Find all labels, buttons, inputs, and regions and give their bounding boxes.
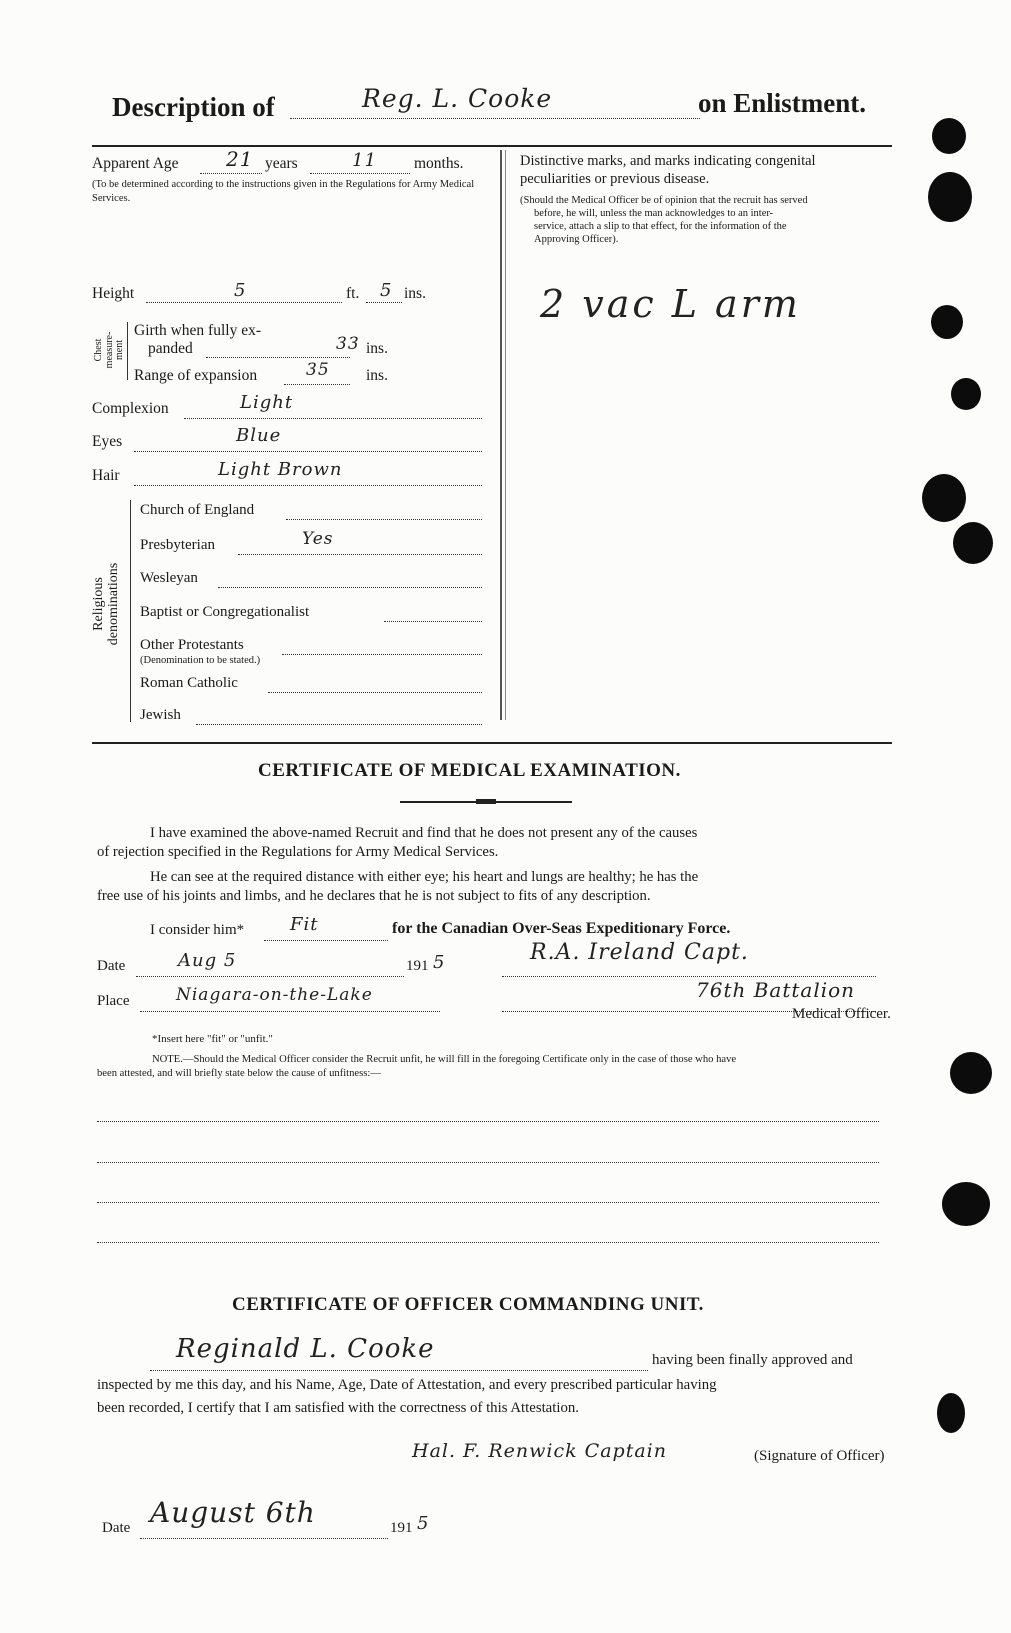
ft-label: ft. — [346, 285, 360, 302]
punch-hole — [932, 118, 966, 154]
eyes-dotline — [134, 451, 482, 452]
ins-label: ins. — [404, 285, 426, 302]
unfit-note-line1: NOTE.—Should the Medical Officer consider the Recruit unfit, he will fill in the foregoing Certificate only in the case of those who have — [152, 1054, 737, 1065]
girth-label-1: Girth when fully ex- — [134, 322, 261, 339]
medical-date-value: Aug 5 — [178, 950, 237, 971]
medical-year-prefix: 191 — [406, 958, 429, 974]
age-years-value: 21 — [226, 147, 254, 171]
commanding-line2: inspected by me this day, and his Name, Age, Date of Attestation, and every prescribed particular having — [97, 1377, 717, 1393]
catholic-dotline — [268, 692, 482, 693]
other-protestants: Other Protestants — [140, 637, 244, 653]
punch-hole — [931, 305, 963, 339]
medical-place-label: Place — [97, 993, 130, 1009]
medical-para1-line2: of rejection specified in the Regulations for Army Medical Services. — [97, 844, 499, 860]
fit-value: Fit — [290, 914, 319, 935]
medical-place-dotline — [140, 1011, 440, 1012]
height-label: Height — [92, 285, 135, 302]
eyes-label: Eyes — [92, 433, 123, 450]
girth-dotline — [206, 357, 350, 358]
religion-side-label: Religious denominations — [91, 562, 121, 646]
column-divider — [505, 150, 506, 720]
column-divider — [500, 150, 502, 720]
medical-officer-signature: R.A. Ireland Capt. — [530, 940, 749, 965]
unfitness-line — [97, 1121, 879, 1122]
marks-note-4: Approving Officer). — [534, 234, 619, 245]
marks-note-1: (Should the Medical Officer be of opinion that the recruit has served — [520, 195, 808, 206]
insert-note: *Insert here "fit" or "unfit." — [152, 1033, 273, 1045]
title-underline-mark — [476, 799, 496, 804]
presbyterian: Presbyterian — [140, 537, 215, 553]
medical-date-label: Date — [97, 958, 126, 974]
punch-hole — [953, 522, 993, 564]
unfitness-line — [97, 1242, 879, 1243]
medical-year-suffix: 5 — [433, 952, 446, 973]
name-dotline — [290, 118, 700, 119]
wesleyan: Wesleyan — [140, 570, 198, 586]
age-years-dotline — [200, 173, 262, 174]
complexion-dotline — [184, 418, 482, 419]
presbyterian-value: Yes — [302, 529, 334, 549]
marks-value: 2 vac L arm — [540, 282, 801, 326]
commanding-date-value: August 6th — [150, 1496, 316, 1529]
baptist-dotline — [384, 621, 482, 622]
range-dotline — [284, 384, 350, 385]
commanding-recruit-name: Reginald L. Cooke — [176, 1334, 435, 1364]
age-note: (To be determined according to the instructions given in the Regulations for Army Medical Services. — [92, 179, 475, 204]
marks-note-3: service, attach a slip to that effect, for the information of the — [534, 221, 787, 232]
height-ft-dotline — [146, 302, 342, 303]
punch-hole — [950, 1052, 992, 1094]
medical-para2-line2: free use of his joints and limbs, and he declares that he is not subject to fits of any description. — [97, 888, 651, 904]
presbyterian-dotline — [238, 554, 482, 555]
punch-hole — [928, 172, 972, 222]
medical-date-dotline — [136, 976, 404, 977]
apparent-age-label: Apparent Age — [92, 155, 179, 172]
medical-title: CERTIFICATE OF MEDICAL EXAMINATION. — [258, 760, 681, 781]
unfitness-line — [97, 1202, 879, 1203]
months-label: months. — [414, 155, 464, 172]
commanding-line1-tail: having been finally approved and — [652, 1352, 853, 1368]
consider-label: I consider him* — [150, 922, 245, 938]
other-note: (Denomination to be stated.) — [140, 655, 261, 666]
range-label: Range of expansion — [134, 367, 258, 384]
medical-place-value: Niagara-on-the-Lake — [176, 985, 373, 1005]
commanding-year-suffix: 5 — [417, 1513, 430, 1534]
hair-dotline — [134, 485, 482, 486]
commanding-signature-label: (Signature of Officer) — [754, 1448, 885, 1464]
age-months-value: 11 — [352, 150, 377, 171]
medical-officer-label: Medical Officer. — [792, 1006, 891, 1022]
height-ins-value: 5 — [380, 280, 393, 301]
medical-para1-line1: I have examined the above-named Recruit and find that he does not present any of the causes — [150, 825, 698, 841]
force-label: for the Canadian Over-Seas Expeditionary Force. — [392, 920, 731, 937]
jewish: Jewish — [140, 707, 181, 723]
battalion-value: 76th Battalion — [696, 978, 856, 1002]
complexion-value: Light — [240, 392, 294, 413]
section-rule — [92, 742, 892, 744]
other-dotline — [282, 654, 482, 655]
chest-label: Chest measure-ment — [93, 331, 125, 369]
commanding-name-dotline — [150, 1370, 648, 1371]
hair-label: Hair — [92, 467, 120, 484]
commanding-date-dotline — [140, 1538, 388, 1539]
recruit-name: Reg. L. Cooke — [362, 84, 553, 113]
age-months-dotline — [310, 173, 410, 174]
commanding-signature: Hal. F. Renwick Captain — [412, 1440, 667, 1462]
marks-title-2: peculiarities or previous disease. — [520, 171, 710, 187]
on-enlistment-label: on Enlistment. — [698, 88, 867, 118]
eyes-value: Blue — [236, 425, 282, 446]
range-value: 35 — [306, 360, 330, 380]
religion-brace — [130, 500, 131, 722]
punch-hole — [937, 1393, 965, 1433]
chest-brace — [127, 322, 128, 380]
wesleyan-dotline — [218, 587, 482, 588]
commanding-line3: been recorded, I certify that I am satisfied with the correctness of this Attestation. — [97, 1400, 579, 1416]
jewish-dotline — [196, 724, 482, 725]
church-dotline — [286, 519, 482, 520]
punch-hole — [951, 378, 981, 410]
commanding-title: CERTIFICATE OF OFFICER COMMANDING UNIT. — [232, 1294, 704, 1315]
marks-note-2: before, he will, unless the man acknowledges to an inter- — [534, 208, 774, 219]
punch-hole — [942, 1182, 990, 1226]
hair-value: Light Brown — [218, 459, 343, 480]
commanding-year-prefix: 191 — [390, 1520, 413, 1536]
girth-unit: ins. — [366, 340, 388, 357]
commanding-date-label: Date — [102, 1520, 131, 1536]
complexion-label: Complexion — [92, 400, 169, 417]
punch-hole — [922, 474, 966, 522]
height-ft-value: 5 — [234, 280, 247, 301]
baptist: Baptist or Congregationalist — [140, 604, 310, 620]
girth-value: 33 — [336, 334, 360, 354]
height-ins-dotline — [366, 302, 402, 303]
top-rule — [92, 145, 892, 147]
medical-signature-dotline — [502, 976, 876, 977]
years-label: years — [265, 155, 298, 172]
roman-catholic: Roman Catholic — [140, 675, 238, 691]
description-of-label: Description of — [112, 92, 275, 122]
range-unit: ins. — [366, 367, 388, 384]
fit-dotline — [264, 940, 388, 941]
marks-title-1: Distinctive marks, and marks indicating congenital — [520, 153, 816, 169]
girth-label-2: panded — [148, 340, 193, 357]
medical-para2-line1: He can see at the required distance with either eye; his heart and lungs are healthy; he has the — [150, 869, 699, 885]
church-of-england: Church of England — [140, 502, 255, 518]
unfit-note-line2: been attested, and will briefly state below the cause of unfitness:— — [97, 1068, 381, 1079]
unfitness-line — [97, 1162, 879, 1163]
